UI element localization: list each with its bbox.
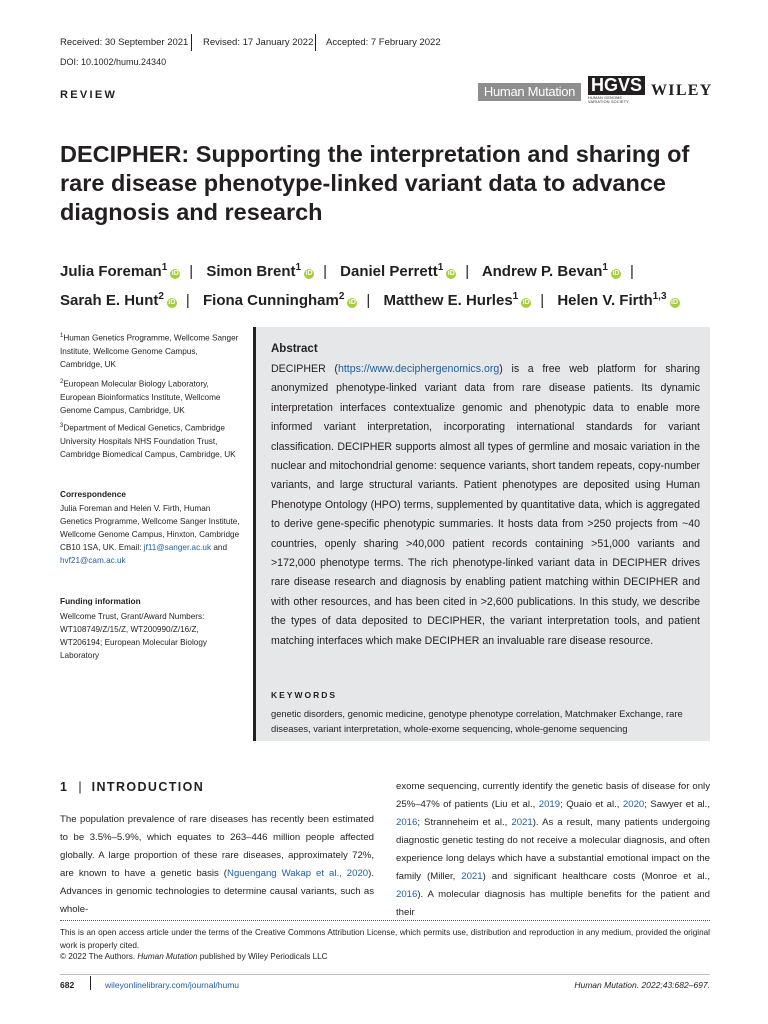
copyright: © 2022 The Authors. Human Mutation published by Wiley Periodicals LLC bbox=[60, 952, 328, 961]
abstract-heading: Abstract bbox=[271, 343, 318, 355]
section-heading: 1 | INTRODUCTION bbox=[60, 780, 205, 794]
author[interactable]: Matthew E. Hurles$^1$iD bbox=[383, 290, 530, 309]
citation-link[interactable]: 2021 bbox=[511, 817, 533, 828]
accepted-date: Accepted: 7 February 2022 bbox=[326, 37, 441, 48]
citation-link[interactable]: 2021 bbox=[461, 871, 483, 882]
body-text: ). A molecular diagnosis has multiple benefits for the patient and their bbox=[396, 889, 710, 918]
society-logo bbox=[588, 76, 644, 106]
article-title: DECIPHER: Supporting the interpretation and sharing of rare disease phenotype-linked variant data to advance diagnosis and research bbox=[60, 141, 690, 225]
affiliation: $^2$European Molecular Biology Laboratory, European Bioinformatics Institute, Wellcome Genome Campus, Cambridge, UK bbox=[60, 379, 221, 415]
header-divider bbox=[191, 34, 192, 51]
body-text: exome sequencing, currently identify the genetic basis of disease for only 25%–47% of patients (Liu et al., bbox=[396, 781, 710, 810]
funding-text: Wellcome Trust, Grant/Award Numbers: WT108749/Z/15/Z, WT200990/Z/16/Z, WT206194; European Molecular Biology Laboratory bbox=[60, 612, 208, 660]
orcid-icon[interactable]: iD bbox=[612, 270, 620, 277]
citation-link[interactable]: 2020 bbox=[622, 799, 645, 810]
email-link[interactable]: jf11@sanger.ac.uk bbox=[143, 543, 212, 552]
orcid-icon[interactable]: iD bbox=[168, 298, 176, 306]
body-text: ) and significant healthcare costs (Monroe et al., bbox=[482, 871, 710, 882]
journal-url-link[interactable]: wileyonlinelibrary.com/journal/humu bbox=[105, 980, 240, 990]
abstract-text: DECIPHER (https://www.deciphergenomics.org) is a free web platform for sharing anonymized phenotype-linked variant data from rare disease patients. Its dynamic interpretation interfaces contextualize genomic and phenotypic data to enable more informed variant interpretation, incorporating international standards for variant classification. DECIPHER supports almost all types of germline and mosaic variation in the nuclear and mitochondrial genome: sequence variants, short tandem repeats, copy-number variants, and large structural variants. Patient phenotypes are deposited using Human Phenotype Ontology (HPO) terms, supplemented by quantitative data, which is aggregated to derive gene-specific phenotypic summaries. It hosts data from >250 projects from ~40 countries, openly sharing >40,000 patient records containing >51,000 variants and >172,000 phenotype terms. The rich phenotype-linked variant data in DECIPHER drives rare disease research and diagnosis by enabling patient matching within DECIPHER and with other resources, and has been cited in >2,600 publications. In this study, we describe the types of data deposited to DECIPHER, the variant interpretation tools, and patient matching interfaces which make DECIPHER an invaluable rare disease resource. bbox=[271, 363, 700, 647]
header-divider bbox=[315, 34, 316, 51]
body-text: ). Advances in genomic technologies to determine causal variants, such as whole- bbox=[60, 868, 374, 915]
journal-logo: Human Mutation bbox=[478, 83, 581, 101]
author-list: Julia Foreman$^1$iD | Simon Brent$^1$iD | Daniel Perrett$^1$iD | Andrew P. Bevan$^1$iD | Sarah E. Hunt$^2$iD | Fiona Cunningham$^2$iD | Matthew E. Hurles$^1$iD | Helen V. Firth$^{1,3}$iD bbox=[60, 262, 679, 309]
citation-link[interactable]: 2016 bbox=[396, 817, 418, 828]
abstract-rule bbox=[253, 327, 256, 741]
received-date: Received: 30 September 2021 bbox=[60, 37, 189, 48]
doi[interactable]: DOI: 10.1002/humu.24340 bbox=[60, 57, 167, 67]
affiliation: $^1$Human Genetics Programme, Wellcome Sanger Institute, Wellcome Genome Campus, Cambridge, UK bbox=[60, 333, 239, 369]
orcid-icon[interactable]: iD bbox=[348, 298, 356, 306]
author[interactable]: Daniel Perrett$^1$iD bbox=[340, 262, 455, 280]
license-divider bbox=[60, 920, 710, 921]
correspondence-text: Julia Foreman and Helen V. Firth, Human Genetics Programme, Wellcome Sanger Institute, Wellcome Genome Campus, Hinxton, Cambridge CB10 1SA, UK. Email: jf11@sanger.ac.uk and hvf21@cam.ac.uk bbox=[60, 504, 240, 565]
body-text: ; Sawyer et al., bbox=[644, 799, 711, 810]
citation-link[interactable]: 2016 bbox=[396, 889, 418, 900]
keywords-heading: KEYWORDS bbox=[271, 690, 338, 700]
footer-rule bbox=[60, 974, 710, 975]
page-number: 682 bbox=[60, 980, 75, 990]
keywords-text: genetic disorders, genomic medicine, genotype phenotype correlation, Matchmaker Exchange, rare diseases, variant interpretation, whole-exome sequencing, whole-genome sequencing bbox=[271, 708, 683, 734]
body-text: ; Quaio et al., bbox=[560, 799, 623, 810]
body-text: ; Stranneheim et al., bbox=[417, 817, 512, 828]
author[interactable]: Julia Foreman$^1$iD bbox=[60, 262, 179, 280]
orcid-icon[interactable]: iD bbox=[171, 270, 179, 277]
society-logo-text: HGVS bbox=[588, 76, 645, 95]
citation-link[interactable]: 2020 bbox=[346, 868, 369, 879]
author[interactable]: Fiona Cunningham$^2$iD bbox=[203, 290, 356, 309]
footer-divider bbox=[90, 976, 91, 990]
article-type: REVIEW bbox=[60, 89, 118, 101]
journal-citation: Human Mutation. 2022;43:682–697. bbox=[574, 980, 710, 990]
affiliation: $^3$Department of Medical Genetics, Cambridge University Hospitals NHS Foundation Trust, Cambridge Biomedical Campus, Cambridge, UK bbox=[60, 423, 236, 459]
publisher-logo: WILEY bbox=[651, 82, 713, 99]
citation-link[interactable]: 2019 bbox=[538, 799, 561, 810]
orcid-icon[interactable]: iD bbox=[671, 298, 679, 306]
author[interactable]: Simon Brent$^1$iD bbox=[206, 262, 313, 280]
body-text: ). As a result, many patients undergoing diagnostic genetic testing do not receive a molecular diagnosis, and often experience long delays which have a substantial emotional impact on the family (Miller, bbox=[396, 817, 710, 882]
email-link[interactable]: hvf21@cam.ac.uk bbox=[60, 556, 126, 565]
orcid-icon[interactable]: iD bbox=[305, 270, 313, 277]
citation-link[interactable]: Nguengang Wakap et al., bbox=[227, 868, 347, 879]
funding-heading: Funding information bbox=[60, 596, 141, 606]
decipher-url-link[interactable]: https://www.deciphergenomics.org bbox=[337, 363, 500, 375]
author[interactable]: Helen V. Firth$^{1,3}$iD bbox=[557, 290, 679, 309]
orcid-icon[interactable]: iD bbox=[447, 270, 455, 277]
author[interactable]: Andrew P. Bevan$^1$iD bbox=[481, 262, 620, 280]
license-text: This is an open access article under the terms of the Creative Commons Attribution License, which permits use, distribution and reproduction in any medium, provided the original work is properly cited. bbox=[60, 928, 710, 950]
body-text: The population prevalence of rare diseases has recently been estimated to be 3.5%–5.9%, which equates to 263–446 million people affected globally. A large proportion of these rare diseases, approximately 72%, are known to have a genetic basis ( bbox=[60, 814, 374, 879]
body-column-left bbox=[60, 811, 374, 919]
body-column-right bbox=[396, 778, 710, 922]
author[interactable]: Sarah E. Hunt$^2$iD bbox=[60, 290, 176, 309]
correspondence-heading: Correspondence bbox=[60, 489, 126, 499]
orcid-icon[interactable]: iD bbox=[522, 298, 530, 306]
revised-date: Revised: 17 January 2022 bbox=[203, 37, 314, 48]
society-logo-subtext: HUMAN GENOME VARIATION SOCIETY bbox=[588, 96, 630, 105]
